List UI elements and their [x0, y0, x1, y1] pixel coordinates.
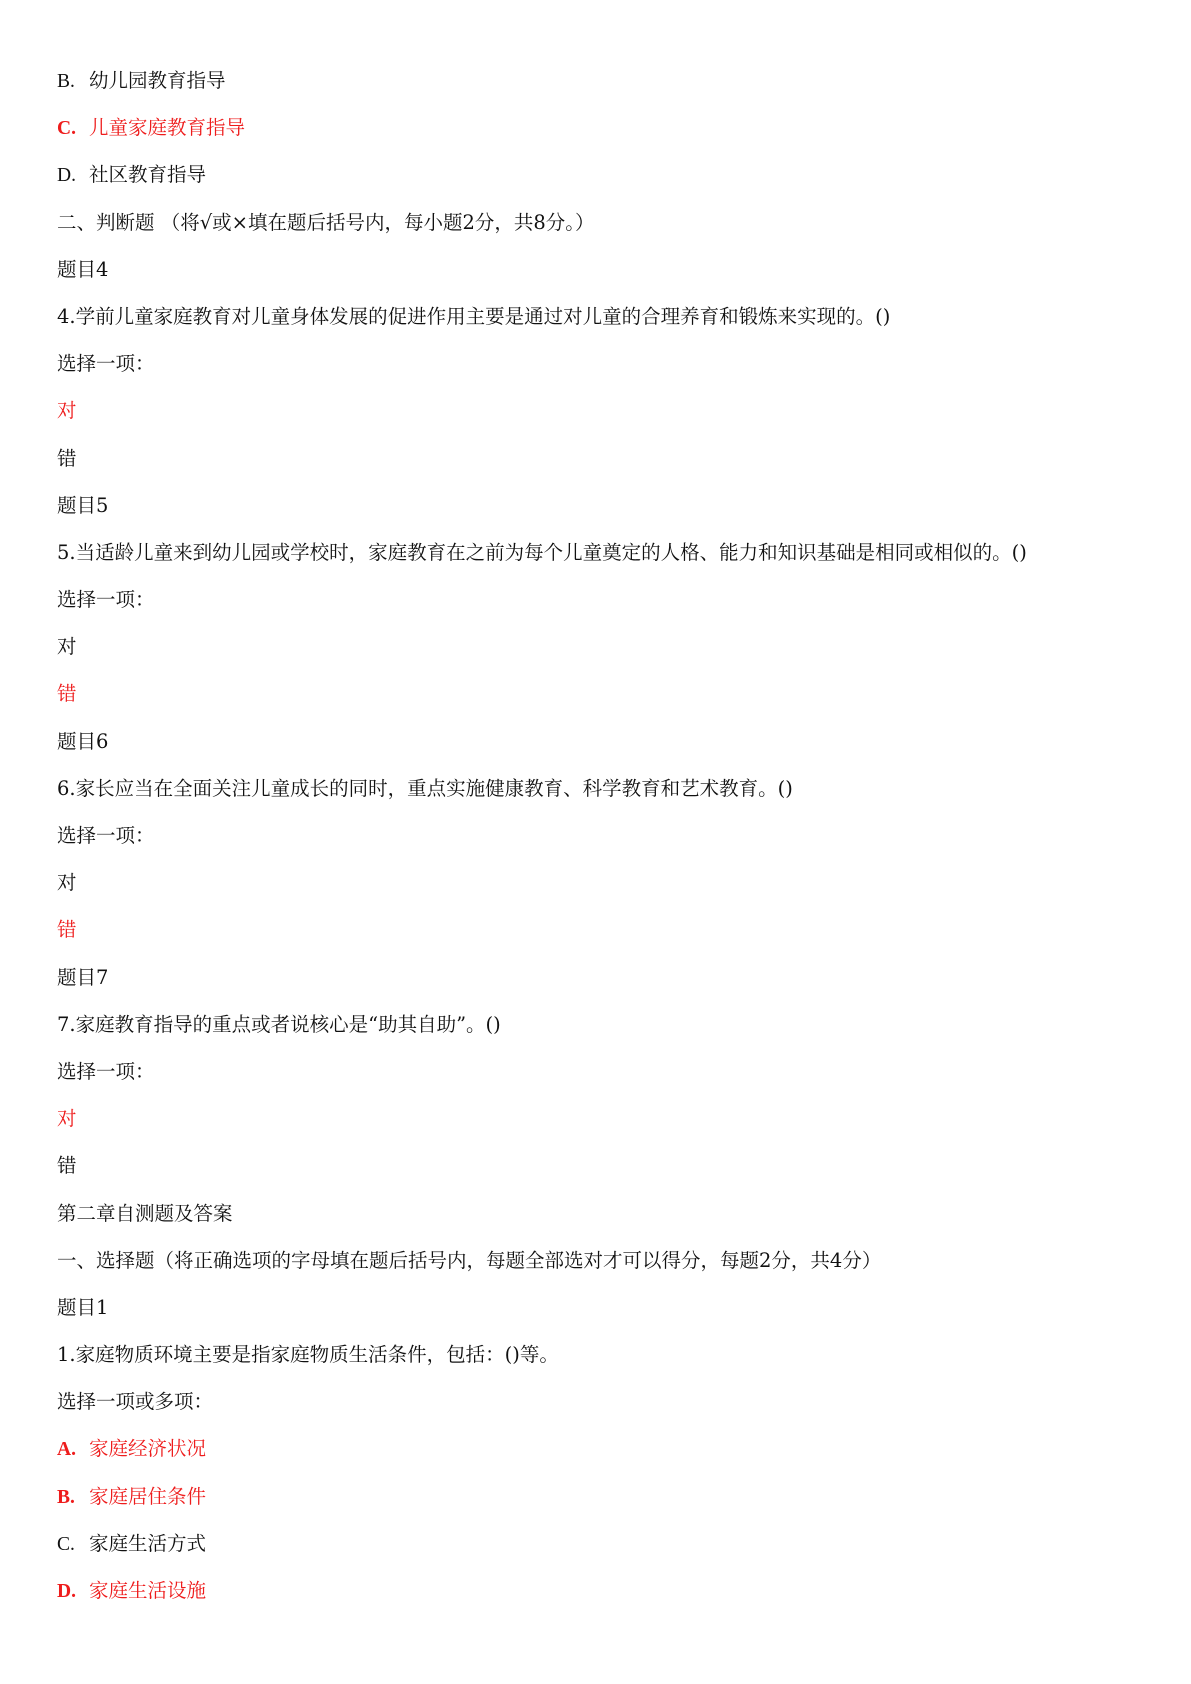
option-letter: D. [57, 1581, 76, 1602]
true-false-choice-correct: 错 [57, 918, 77, 942]
option-text: 家庭经济状况 [89, 1437, 207, 1461]
selection-prompt: 选择一项： [57, 588, 155, 612]
true-false-choice: 对 [57, 871, 77, 895]
section-heading: 二、判断题 （将√或×填在题后括号内，每小题2分，共8分。） [57, 210, 595, 234]
chapter-heading: 第二章自测题及答案 [57, 1201, 233, 1225]
option-letter: B. [57, 71, 75, 92]
question-number: 题目1 [57, 1295, 109, 1319]
answer-option [57, 64, 1147, 111]
true-false-choice: 错 [57, 1154, 77, 1178]
option-letter: C. [57, 1533, 75, 1555]
option-text: 家庭生活设施 [89, 1579, 207, 1602]
true-false-choice: 对 [57, 635, 77, 659]
option-text: 家庭生活方式 [89, 1531, 207, 1555]
option-text: 幼儿园教育指导 [89, 69, 226, 92]
option-text: 社区教育指导 [89, 163, 207, 187]
question-number: 题目6 [57, 729, 109, 753]
answer-option [57, 158, 1147, 205]
answer-option-correct [57, 1574, 1147, 1621]
true-false-choice-correct: 对 [57, 1107, 77, 1131]
question-number: 题目4 [57, 257, 109, 281]
question-text: 4.学前儿童家庭教育对儿童身体发展的促进作用主要是通过对儿童的合理养育和锻炼来实现的。() [57, 304, 891, 328]
answer-option-correct [57, 111, 1147, 158]
question-text: 5.当适龄儿童来到幼儿园或学校时，家庭教育在之前为每个儿童奠定的人格、能力和知识基础是相同或相似的。() [57, 540, 1027, 564]
true-false-choice-correct: 对 [57, 399, 77, 423]
question-number: 题目7 [57, 965, 109, 989]
question-text: 1.家庭物质环境主要是指家庭物质生活条件，包括：()等。 [57, 1343, 559, 1367]
option-letter: C. [57, 118, 76, 140]
answer-option-correct [57, 1480, 1147, 1527]
option-text: 儿童家庭教育指导 [89, 116, 246, 140]
answer-option [57, 1527, 1147, 1574]
document-body [57, 64, 1147, 1621]
true-false-choice: 错 [57, 446, 77, 470]
section-heading: 一、选择题（将正确选项的字母填在题后括号内，每题全部选对才可以得分，每题2分，共4分） [57, 1248, 882, 1272]
option-letter: D. [57, 165, 76, 187]
selection-prompt: 选择一项： [57, 352, 155, 376]
selection-prompt: 选择一项或多项： [57, 1390, 214, 1414]
question-text: 7.家庭教育指导的重点或者说核心是“助其自助”。() [57, 1012, 501, 1036]
true-false-choice-correct: 错 [57, 682, 77, 706]
question-text: 6.家长应当在全面关注儿童成长的同时，重点实施健康教育、科学教育和艺术教育。() [57, 776, 793, 800]
answer-option-correct [57, 1432, 1147, 1479]
question-number: 题目5 [57, 493, 109, 517]
option-text: 家庭居住条件 [89, 1484, 207, 1508]
selection-prompt: 选择一项： [57, 824, 155, 847]
option-letter: A. [57, 1439, 76, 1461]
selection-prompt: 选择一项： [57, 1059, 155, 1083]
option-letter: B. [57, 1486, 75, 1508]
